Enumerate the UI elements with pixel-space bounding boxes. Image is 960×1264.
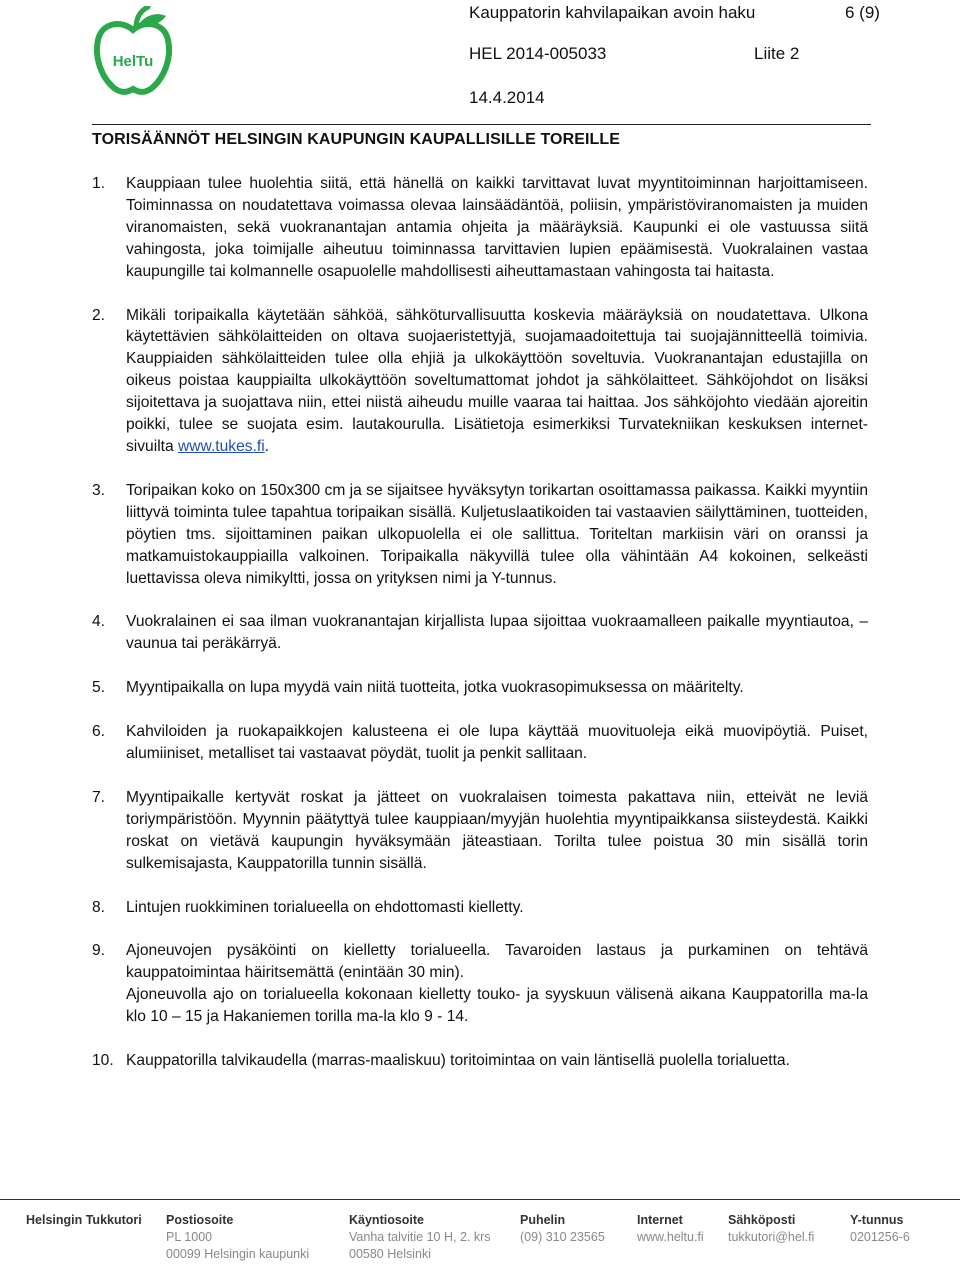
tukes-link[interactable]: www.tukes.fi xyxy=(178,437,265,455)
rule-item xyxy=(92,897,868,919)
footer-ytunnus-value: 0201256-6 xyxy=(850,1230,910,1244)
footer-visit xyxy=(349,1212,491,1263)
footer-email-label: Sähköposti xyxy=(728,1213,796,1227)
rule-item xyxy=(92,611,868,655)
rule-number: 2. xyxy=(92,306,106,324)
footer-phone-label: Puhelin xyxy=(520,1213,566,1227)
rule-text: Myyntipaikalle kertyvät roskat ja jätteet on vuokralaisen toimesta pakattava niin, etteivät ne leviä toriympäristöön. Myynnin päätyttyä tulee kauppiaan/myyjän huolehtia myyntipaikkansa siisteydestä. Kaikki roskat on vietävä kaupungin hyväksymään jäteastiaan. Torilta tulee poistua 30 min sisällä torin sulkemisajasta, Kauppatorilla tunnin sisällä. xyxy=(126,788,868,872)
rule-number: 5. xyxy=(92,679,106,697)
rule-text: Kauppiaan tulee huolehtia siitä, että hänellä on kaikki tarvittavat luvat myyntitoiminnan harjoittamiseen. Toiminnassa on noudatettava voimassa olevaa lainsäädäntöä, poliisin, ympäristöviranomaisten ja muiden viranomaisten, sekä vuokranantajan antamia ohjeita ja määräyksiä. Kaupunki ei ole vastuussa siitä vahingosta, joka toimijalle aiheutuu toiminnassa tarvittavien lupien epäämisestä. Vuokralainen vastaa kaupungille tai kolmannelle osapuolelle mahdollisesti aiheuttamastaan vahingosta tai haitasta. xyxy=(126,175,868,280)
rule-number: 8. xyxy=(92,898,106,916)
rule-text-end: . xyxy=(264,437,270,455)
rule-number: 10. xyxy=(92,1052,114,1070)
footer-visit-label: Käyntiosoite xyxy=(349,1213,425,1227)
title-divider xyxy=(92,124,871,125)
rule-item xyxy=(92,173,868,283)
rule-text-continued: Ajoneuvolla ajo on torialueella kokonaan kielletty touko- ja syyskuun välisenä aikana Kauppatorilla ma-la klo 10 – 15 ja Hakaniemen torilla ma-la klo 9 - 14. xyxy=(126,986,868,1026)
rule-item xyxy=(92,721,868,765)
document-header-title: Kauppatorin kahvilapaikan avoin haku xyxy=(469,3,756,22)
rule-number: 1. xyxy=(92,175,106,192)
rule-text: Toripaikan koko on 150x300 cm ja se sijaitsee hyväksytyn torikartan osoittamassa paikassa. Kaikki myyntiin liittyvä toiminta tulee tapahtua toripaikan sisällä. Kuljetuslaatikoiden tai vastaavien säilyttäminen, tuotteiden, pöytien tms. sijoittaminen paikan ulkopuolella ei ole sallittua. Toriteltan markiisin väri on oranssi ja matkamuistokauppiailla valkoinen. Toripaikalla näkyvillä tulee olla vähintään A4 kokoinen, selkeästi luettavissa oleva nimikyltti, jossa on yrityksen nimi ja Y-tunnus. xyxy=(126,481,868,587)
rule-text: Myyntipaikalla on lupa myydä vain niitä tuotteita, jotka vuokrasopimuksessa on määritelty. xyxy=(126,679,744,697)
rules-list xyxy=(92,173,868,1094)
footer-phone xyxy=(520,1212,605,1246)
footer-postal-line1: PL 1000 xyxy=(166,1230,213,1244)
footer-visit-line1: Vanha talvitie 10 H, 2. krs xyxy=(349,1230,491,1244)
footer-email xyxy=(728,1212,814,1246)
page-number: 6 (9) xyxy=(845,3,880,22)
footer-phone-value: (09) 310 23565 xyxy=(520,1230,605,1244)
rule-text: Ajoneuvojen pysäköinti on kielletty torialueella. Tavaroiden lastaus ja purkaminen on tehtävä kauppatoimintaa häiritsemättä (enintään 30 min). xyxy=(126,942,868,982)
rule-number: 9. xyxy=(92,942,106,960)
footer-internet-value[interactable]: www.heltu.fi xyxy=(637,1230,704,1244)
footer-internet xyxy=(637,1212,704,1246)
footer-divider xyxy=(0,1199,960,1200)
document-date: 14.4.2014 xyxy=(469,88,545,107)
rule-item xyxy=(92,480,868,590)
rule-text: Lintujen ruokkiminen torialueella on ehdottomasti kielletty. xyxy=(126,898,524,916)
rule-text: Vuokralainen ei saa ilman vuokranantajan kirjallista lupaa sijoittaa vuokraamalleen paikalle myyntiautoa, – vaunua tai peräkärryä. xyxy=(126,613,868,653)
rule-item xyxy=(92,305,868,458)
footer-visit-line2: 00580 Helsinki xyxy=(349,1247,431,1261)
rule-text: Kahviloiden ja ruokapaikkojen kalusteena ei ole lupa käyttää muovituoleja eikä muovipöytiä. Puiset, alumiiniset, metalliset tai vastaavat pöydät, tuolit ja penkit sallitaan. xyxy=(126,723,868,763)
heltu-apple-logo xyxy=(92,6,174,96)
rule-number: 3. xyxy=(92,481,106,499)
logo-text: HelTu xyxy=(112,53,154,70)
rule-item xyxy=(92,677,868,699)
footer-postal-line2: 00099 Helsingin kaupunki xyxy=(166,1247,310,1261)
footer-org xyxy=(26,1212,142,1229)
footer-postal xyxy=(166,1212,309,1263)
footer-ytunnus-label: Y-tunnus xyxy=(850,1213,904,1227)
footer-internet-label: Internet xyxy=(637,1213,683,1227)
reference-number: HEL 2014-005033 xyxy=(469,44,607,63)
rule-text: Kauppatorilla talvikaudella (marras-maaliskuu) toritoimintaa on vain läntisellä puolella torialuetta. xyxy=(126,1052,790,1070)
footer-ytunnus xyxy=(850,1212,910,1246)
footer-postal-label: Postiosoite xyxy=(166,1213,234,1227)
page-title: TORISÄÄNNÖT HELSINGIN KAUPUNGIN KAUPALLISILLE TOREILLE xyxy=(92,131,621,148)
footer-email-value[interactable]: tukkutori@hel.fi xyxy=(728,1230,815,1244)
rule-text: Mikäli toripaikalla käytetään sähköä, sähköturvallisuutta koskevia määräyksiä on noudatettava. Ulkona käytettävien sähkölaitteiden on oltava suojaeristettyjä, suojamaadoitettuja tai suojajännitteellä toimivia. Kauppiaiden sähkölaitteiden tulee olla ehjiä ja ulkokäyttöön soveltuvia. Vuokranantajan edustajilla on oikeus poistaa kauppiailta ulkokäyttöön soveltumattomat johdot ja sähkölaitteet. Sähköjohdot on lisäksi sijoitettava ja suojattava niin, ettei niistä aiheudu muille vaaraa tai haittaa. Jos sähköjohto viedään ajoreitin poikki, tulee se suojata esim. lautakourulla. Lisätietoja esimerkiksi Turvatekniikan keskuksen internet-sivuilta xyxy=(126,306,868,455)
footer-org-name: Helsingin Tukkutori xyxy=(26,1213,142,1227)
rule-item xyxy=(92,940,868,1028)
rule-number: 6. xyxy=(92,723,106,741)
attachment-label: Liite 2 xyxy=(754,44,800,63)
rule-number: 7. xyxy=(92,788,106,806)
rule-item xyxy=(92,1050,868,1072)
rule-item xyxy=(92,787,868,875)
rule-number: 4. xyxy=(92,613,106,631)
